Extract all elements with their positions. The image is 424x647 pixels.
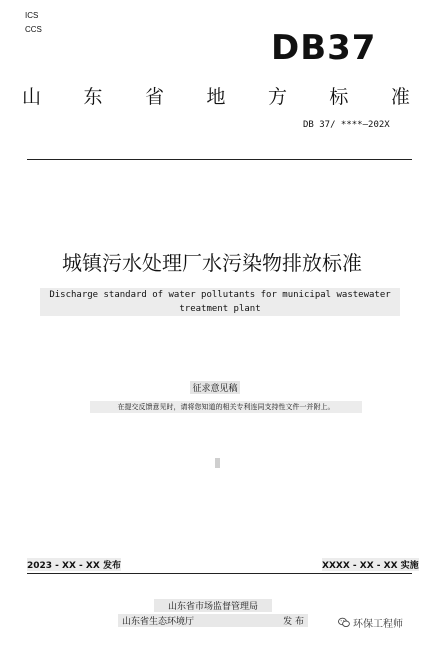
- org-title: [22, 82, 410, 109]
- org-title-char: 方: [267, 86, 287, 108]
- watermark: [338, 615, 403, 630]
- ccs-label: CCS: [25, 25, 42, 34]
- issuer-market-regulation: 山东省市场监督管理局: [154, 599, 272, 612]
- issuer-eco-environment: 山东省生态环境厅: [122, 617, 195, 627]
- org-title-char: 东: [83, 86, 103, 108]
- wechat-icon: [338, 617, 350, 628]
- english-title-line: Discharge standard of water pollutants for municipal wastewater: [49, 290, 391, 300]
- issuer-line: [118, 614, 308, 627]
- issue-date: 2023 - XX - XX 发布: [27, 558, 121, 571]
- standard-code: DB 37/ ****—202X: [303, 120, 390, 130]
- org-title-char: 山: [22, 86, 42, 108]
- english-title-line: treatment plant: [179, 304, 261, 314]
- org-title-char: 省: [144, 86, 164, 108]
- org-title-char: 地: [206, 86, 226, 108]
- org-title-char: 准: [390, 86, 410, 108]
- english-title: [40, 288, 400, 316]
- db-logo: DB37: [271, 28, 377, 68]
- implement-date: XXXX - XX - XX 实施: [322, 558, 419, 571]
- org-title-char: 标: [329, 86, 349, 108]
- top-divider: [27, 159, 412, 160]
- patent-notice: 在提交反馈意见时，请将您知道的相关专利连同支持性文件一并附上。: [90, 401, 362, 413]
- document-title: 城镇污水处理厂水污染物排放标准: [62, 251, 362, 275]
- issue-action: 发 布: [283, 617, 304, 627]
- ics-label: ICS: [25, 11, 39, 20]
- draft-label: 征求意见稿: [190, 381, 240, 394]
- watermark-text: 环保工程师: [353, 619, 403, 630]
- placeholder-mark: [215, 458, 220, 468]
- bottom-divider: [27, 573, 412, 574]
